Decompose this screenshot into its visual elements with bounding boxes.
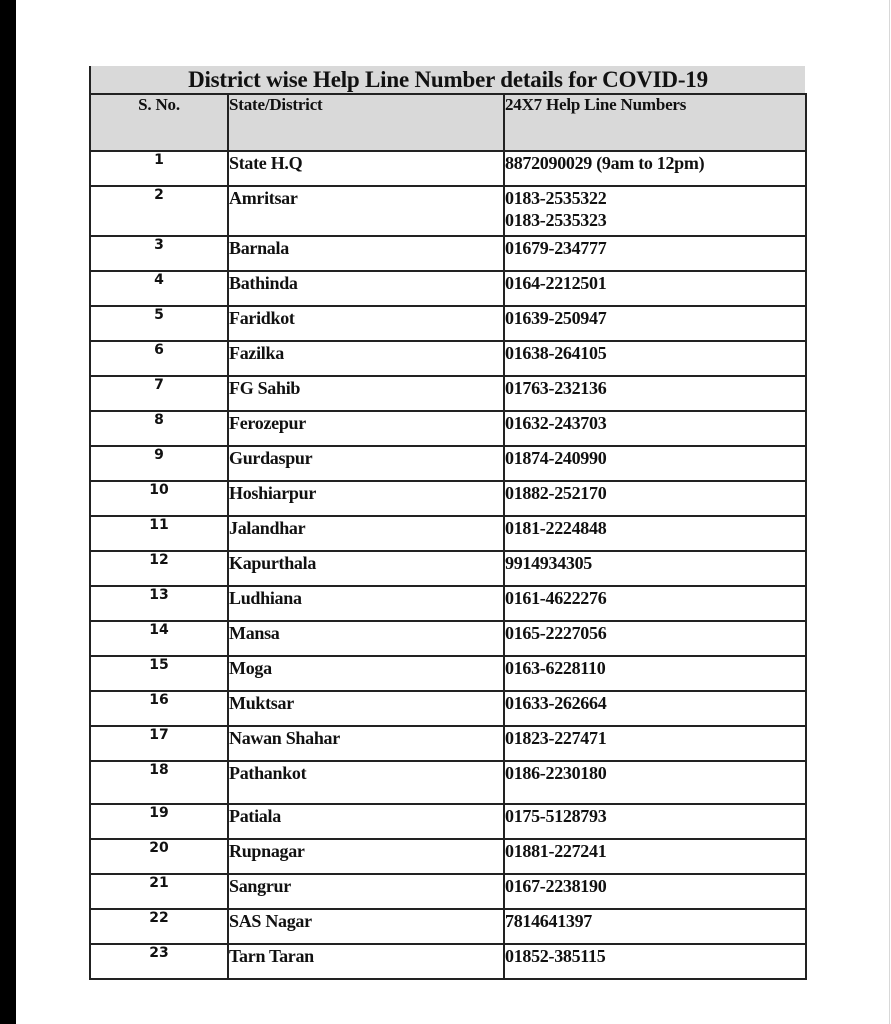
row-helpline-numbers (504, 691, 806, 726)
document-title: District wise Help Line Number details for COVID-19 (89, 66, 805, 93)
row-serial-number: 5 (90, 306, 228, 341)
table-row (90, 874, 806, 909)
row-district-name: Barnala (228, 236, 504, 271)
row-helpline-numbers (504, 186, 806, 236)
row-serial-number: 8 (90, 411, 228, 446)
table-row (90, 151, 806, 186)
row-district-name: Muktsar (228, 691, 504, 726)
row-district-name: Pathankot (228, 761, 504, 804)
helpline-number: 01881-227241 (505, 841, 607, 861)
helpline-number: 01639-250947 (505, 308, 607, 328)
row-district-name: Ferozepur (228, 411, 504, 446)
row-district-name: Faridkot (228, 306, 504, 341)
table-row (90, 481, 806, 516)
row-helpline-numbers (504, 551, 806, 586)
helpline-number: 01638-264105 (505, 343, 607, 363)
row-district-name: Mansa (228, 621, 504, 656)
table-row (90, 376, 806, 411)
table-row (90, 839, 806, 874)
table-row (90, 761, 806, 804)
row-serial-number: 18 (90, 761, 228, 804)
row-serial-number: 9 (90, 446, 228, 481)
helpline-number: 0175-5128793 (505, 806, 607, 826)
row-district-name: Amritsar (228, 186, 504, 236)
row-district-name: SAS Nagar (228, 909, 504, 944)
row-helpline-numbers (504, 586, 806, 621)
row-helpline-numbers (504, 481, 806, 516)
row-helpline-numbers (504, 306, 806, 341)
right-edge-line (889, 0, 890, 1024)
row-helpline-numbers (504, 271, 806, 306)
row-serial-number: 12 (90, 551, 228, 586)
helpline-number: 8872090029 (9am to 12pm) (505, 153, 705, 173)
table-row (90, 186, 806, 236)
row-serial-number: 2 (90, 186, 228, 236)
row-district-name: Gurdaspur (228, 446, 504, 481)
helpline-number: 0186-2230180 (505, 763, 607, 783)
column-header-numbers: 24X7 Help Line Numbers (504, 94, 806, 151)
row-serial-number: 22 (90, 909, 228, 944)
row-district-name: Fazilka (228, 341, 504, 376)
row-helpline-numbers (504, 656, 806, 691)
row-district-name: Tarn Taran (228, 944, 504, 979)
left-edge-bar (0, 0, 16, 1024)
row-serial-number: 17 (90, 726, 228, 761)
row-helpline-numbers (504, 446, 806, 481)
helpline-number: 01852-385115 (505, 946, 606, 966)
table-body (90, 151, 806, 979)
row-serial-number: 16 (90, 691, 228, 726)
table-row (90, 944, 806, 979)
row-district-name: Bathinda (228, 271, 504, 306)
row-helpline-numbers (504, 839, 806, 874)
table-row (90, 516, 806, 551)
table-row (90, 691, 806, 726)
row-serial-number: 3 (90, 236, 228, 271)
helpline-number: 01882-252170 (505, 483, 607, 503)
row-district-name: Kapurthala (228, 551, 504, 586)
helpline-number: 0165-2227056 (505, 623, 607, 643)
row-helpline-numbers (504, 726, 806, 761)
helpline-table (89, 93, 807, 980)
helpline-number: 01823-227471 (505, 728, 607, 748)
row-serial-number: 7 (90, 376, 228, 411)
table-row (90, 621, 806, 656)
row-district-name: Moga (228, 656, 504, 691)
row-helpline-numbers (504, 874, 806, 909)
helpline-number: 0183-2535323 (505, 210, 607, 230)
helpline-number: 01632-243703 (505, 413, 607, 433)
helpline-number: 01874-240990 (505, 448, 607, 468)
row-helpline-numbers (504, 516, 806, 551)
row-district-name: Rupnagar (228, 839, 504, 874)
table-header-row (90, 94, 806, 151)
row-district-name: Ludhiana (228, 586, 504, 621)
row-helpline-numbers (504, 411, 806, 446)
helpline-number: 0164-2212501 (505, 273, 607, 293)
row-helpline-numbers (504, 341, 806, 376)
row-helpline-numbers (504, 909, 806, 944)
row-helpline-numbers (504, 376, 806, 411)
row-serial-number: 1 (90, 151, 228, 186)
helpline-number: 0167-2238190 (505, 876, 607, 896)
row-serial-number: 14 (90, 621, 228, 656)
table-row (90, 586, 806, 621)
column-header-district: State/District (228, 94, 504, 151)
table-row (90, 341, 806, 376)
row-district-name: State H.Q (228, 151, 504, 186)
table-row (90, 909, 806, 944)
row-district-name: Sangrur (228, 874, 504, 909)
row-serial-number: 6 (90, 341, 228, 376)
row-serial-number: 19 (90, 804, 228, 839)
row-district-name: Jalandhar (228, 516, 504, 551)
row-serial-number: 13 (90, 586, 228, 621)
helpline-number: 01633-262664 (505, 693, 607, 713)
table-row (90, 446, 806, 481)
table-row (90, 804, 806, 839)
table-row (90, 726, 806, 761)
row-helpline-numbers (504, 621, 806, 656)
row-helpline-numbers (504, 804, 806, 839)
table-row (90, 656, 806, 691)
row-serial-number: 10 (90, 481, 228, 516)
row-district-name: Patiala (228, 804, 504, 839)
row-district-name: Hoshiarpur (228, 481, 504, 516)
table-row (90, 411, 806, 446)
helpline-number: 9914934305 (505, 553, 593, 573)
row-serial-number: 11 (90, 516, 228, 551)
row-helpline-numbers (504, 236, 806, 271)
row-district-name: Nawan Shahar (228, 726, 504, 761)
helpline-document (89, 66, 805, 980)
row-helpline-numbers (504, 944, 806, 979)
helpline-number: 0161-4622276 (505, 588, 607, 608)
table-row (90, 551, 806, 586)
helpline-number: 0181-2224848 (505, 518, 607, 538)
helpline-number: 0183-2535322 (505, 188, 607, 208)
table-row (90, 236, 806, 271)
row-serial-number: 20 (90, 839, 228, 874)
helpline-number: 01763-232136 (505, 378, 607, 398)
row-helpline-numbers (504, 151, 806, 186)
row-serial-number: 15 (90, 656, 228, 691)
helpline-number: 01679-234777 (505, 238, 607, 258)
table-row (90, 306, 806, 341)
table-row (90, 271, 806, 306)
column-header-sno: S. No. (90, 94, 228, 151)
helpline-number: 0163-6228110 (505, 658, 606, 678)
row-serial-number: 4 (90, 271, 228, 306)
helpline-number: 7814641397 (505, 911, 593, 931)
row-district-name: FG Sahib (228, 376, 504, 411)
row-helpline-numbers (504, 761, 806, 804)
row-serial-number: 21 (90, 874, 228, 909)
row-serial-number: 23 (90, 944, 228, 979)
